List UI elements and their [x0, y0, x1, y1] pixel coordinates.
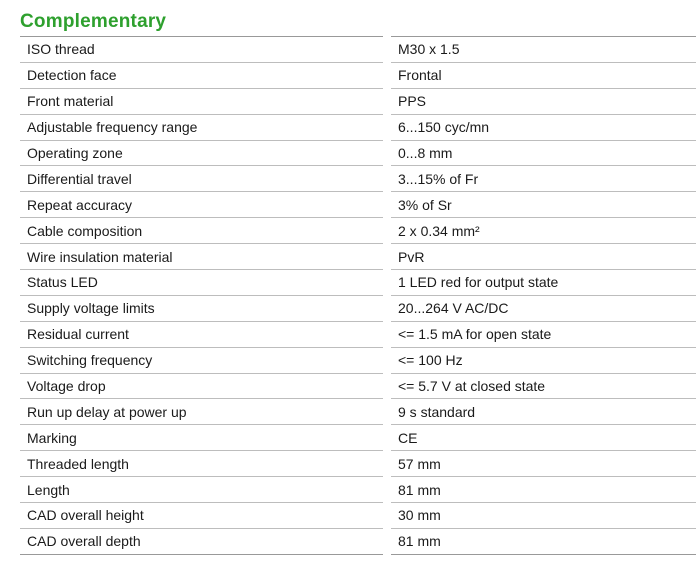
table-row: [20, 399, 696, 425]
spec-value: 81 mm: [387, 528, 696, 554]
spec-value: Frontal: [387, 62, 696, 88]
spec-label: Adjustable frequency range: [20, 114, 387, 140]
spec-value: 1 LED red for output state: [387, 270, 696, 296]
table-row: [20, 62, 696, 88]
table-row: [20, 503, 696, 529]
spec-table: [20, 36, 696, 555]
spec-value: 2 x 0.34 mm²: [387, 218, 696, 244]
spec-value: M30 x 1.5: [387, 37, 696, 63]
spec-value: PvR: [387, 244, 696, 270]
spec-label: Detection face: [20, 62, 387, 88]
spec-label: Residual current: [20, 321, 387, 347]
spec-value: <= 100 Hz: [387, 347, 696, 373]
spec-label: Repeat accuracy: [20, 192, 387, 218]
spec-label: Marking: [20, 425, 387, 451]
table-row: [20, 140, 696, 166]
spec-label: ISO thread: [20, 37, 387, 63]
spec-label: Switching frequency: [20, 347, 387, 373]
table-row: [20, 114, 696, 140]
spec-label: Cable composition: [20, 218, 387, 244]
table-row: [20, 192, 696, 218]
table-row: [20, 218, 696, 244]
table-row: [20, 321, 696, 347]
spec-value: 57 mm: [387, 451, 696, 477]
spec-value: CE: [387, 425, 696, 451]
spec-value: 6...150 cyc/mn: [387, 114, 696, 140]
table-row: [20, 166, 696, 192]
spec-label: Supply voltage limits: [20, 295, 387, 321]
table-row: [20, 37, 696, 63]
table-row: [20, 244, 696, 270]
spec-value: <= 1.5 mA for open state: [387, 321, 696, 347]
table-row: [20, 88, 696, 114]
spec-value: 3% of Sr: [387, 192, 696, 218]
spec-value: 30 mm: [387, 503, 696, 529]
table-row: [20, 295, 696, 321]
spec-label: Wire insulation material: [20, 244, 387, 270]
spec-label: Operating zone: [20, 140, 387, 166]
spec-label: Front material: [20, 88, 387, 114]
table-row: [20, 451, 696, 477]
spec-label: CAD overall height: [20, 503, 387, 529]
spec-value: <= 5.7 V at closed state: [387, 373, 696, 399]
table-row: [20, 528, 696, 554]
spec-label: Status LED: [20, 270, 387, 296]
spec-label: Length: [20, 477, 387, 503]
table-row: [20, 270, 696, 296]
spec-label: Differential travel: [20, 166, 387, 192]
spec-label: CAD overall depth: [20, 528, 387, 554]
spec-value: 81 mm: [387, 477, 696, 503]
spec-value: 3...15% of Fr: [387, 166, 696, 192]
spec-label: Threaded length: [20, 451, 387, 477]
spec-label: Run up delay at power up: [20, 399, 387, 425]
section-title: Complementary: [20, 11, 167, 32]
spec-value: 20...264 V AC/DC: [387, 295, 696, 321]
table-row: [20, 477, 696, 503]
table-row: [20, 425, 696, 451]
spec-value: 9 s standard: [387, 399, 696, 425]
table-row: [20, 347, 696, 373]
table-row: [20, 373, 696, 399]
spec-value: PPS: [387, 88, 696, 114]
spec-value: 0...8 mm: [387, 140, 696, 166]
spec-label: Voltage drop: [20, 373, 387, 399]
